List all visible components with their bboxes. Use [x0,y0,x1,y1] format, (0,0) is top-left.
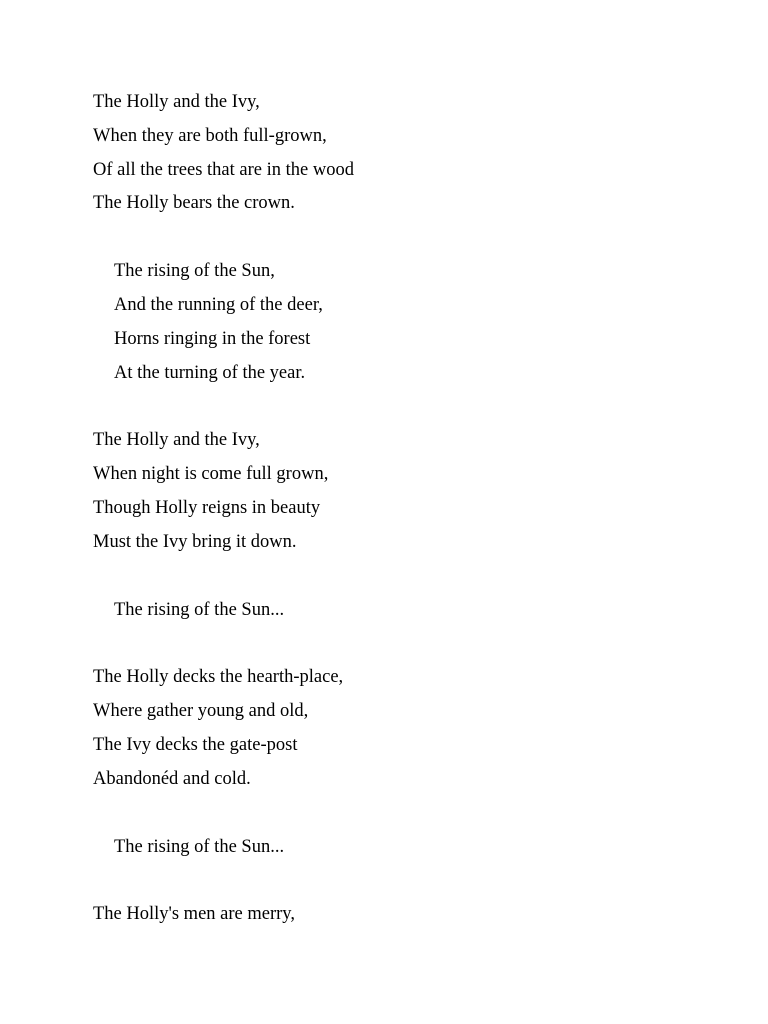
poem-line: The rising of the Sun... [114,599,285,620]
poem [93,86,733,966]
poem-line: Must the Ivy bring it down. [93,531,297,552]
stanza-chorus-1 [93,255,733,390]
poem-line: The Holly and the Ivy, [93,430,260,451]
poem-line: The Holly's men are merry, [93,904,295,925]
stanza-chorus-2 [93,594,733,628]
poem-line: Though Holly reigns in beauty [93,497,321,518]
stanza-verse-1 [93,86,733,221]
poem-line: The rising of the Sun... [114,836,285,857]
poem-line: Where gather young and old, [93,701,309,722]
poem-line: The Ivy decks the gate-post [93,734,298,755]
poem-line: Abandonéd and cold. [93,768,251,789]
poem-line: When they are both full-grown, [93,125,327,146]
stanza-verse-4 [93,898,733,932]
stanza-verse-3 [93,661,733,796]
poem-line: Of all the trees that are in the wood [93,159,354,180]
poem-line: The rising of the Sun, [114,261,275,282]
poem-line: The Holly decks the hearth-place, [93,667,344,688]
poem-line: The Holly bears the crown. [93,193,295,214]
stanza-verse-2 [93,424,733,559]
poem-line: When night is come full grown, [93,464,329,485]
poem-line: And the running of the deer, [114,294,323,315]
poem-line: Horns ringing in the forest [114,328,311,349]
stanza-chorus-3 [93,831,733,865]
poem-line: The Holly and the Ivy, [93,92,260,112]
poem-line: At the turning of the year. [114,362,306,383]
